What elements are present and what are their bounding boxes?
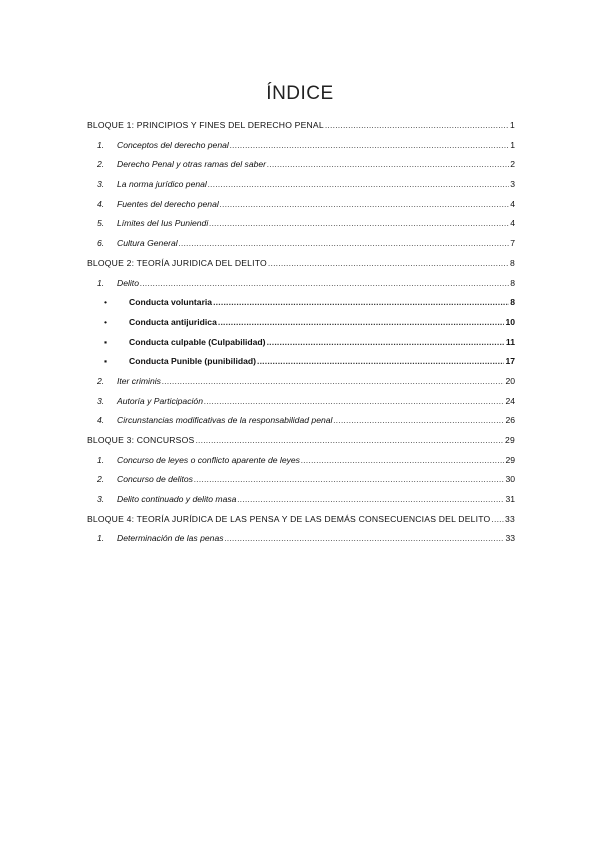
toc-entry-label: Conducta culpable (Culpabilidad) — [129, 336, 266, 347]
toc-entry-page-number: 30 — [505, 474, 515, 485]
toc-entry[interactable] — [87, 356, 515, 376]
toc-entry-page-number: 3 — [510, 179, 515, 190]
toc-entry-number: 2. — [97, 159, 105, 170]
toc-entry[interactable] — [87, 376, 515, 396]
toc-entry-page-number: 8 — [510, 257, 515, 268]
toc-entry[interactable] — [87, 120, 515, 140]
dot-leader — [257, 356, 504, 366]
toc-entry-page-number: 8 — [510, 277, 515, 288]
dot-leader — [194, 474, 504, 484]
dot-leader — [204, 396, 504, 406]
toc-entry[interactable] — [87, 435, 515, 455]
toc-entry-label: BLOQUE 4: TEORÍA JURÍDICA DE LAS PENSA Y DE LAS DEMÁS CONSECUENCIAS DEL DELITO — [87, 513, 491, 524]
toc-entry-label: BLOQUE 3: CONCURSOS — [87, 435, 195, 445]
page-title: ÍNDICE — [266, 82, 334, 104]
dot-leader — [225, 533, 505, 543]
dot-leader — [179, 238, 510, 248]
toc-entry-label: Delito — [117, 277, 139, 288]
toc-entry[interactable] — [87, 494, 515, 514]
toc-entry[interactable] — [87, 278, 515, 298]
toc-entry-number: 3. — [97, 395, 105, 406]
toc-entry-page-number: 8 — [510, 297, 515, 308]
toc-entry-label: Determinación de las penas — [117, 533, 224, 544]
toc-entry-number: 2. — [97, 474, 105, 485]
toc-entry-page-number: 17 — [505, 356, 515, 367]
toc-entry[interactable] — [87, 396, 515, 416]
dot-leader — [140, 278, 509, 288]
toc-entry-page-number: 7 — [510, 238, 515, 249]
toc-entry-number: 4. — [97, 198, 105, 209]
toc-entry-page-number: 31 — [505, 494, 515, 505]
toc-entry-page-number: 33 — [505, 533, 515, 544]
toc-entry[interactable] — [87, 415, 515, 435]
dot-leader — [220, 199, 509, 209]
toc-entry-label: Autoría y Participación — [117, 395, 203, 406]
bullet-marker: ▪ — [104, 336, 108, 347]
toc-entry-page-number: 1 — [510, 139, 515, 150]
toc-entry[interactable] — [87, 199, 515, 219]
dot-leader — [301, 455, 504, 465]
toc-entry[interactable] — [87, 179, 515, 199]
toc-entry-label: Fuentes del derecho penal — [117, 198, 219, 209]
toc-entry-page-number: 33 — [505, 513, 515, 524]
dot-leader — [162, 376, 505, 386]
toc-entry[interactable] — [87, 159, 515, 179]
dot-leader — [268, 258, 509, 268]
toc-entry-number: 1. — [97, 533, 105, 544]
toc-entry-page-number: 1 — [510, 120, 515, 130]
toc-entry-label: BLOQUE 1: PRINCIPIOS Y FINES DEL DERECHO PENAL — [87, 120, 324, 130]
toc-entry-number: 4. — [97, 415, 105, 426]
toc-entry-label: Concurso de leyes o conflicto aparente de leyes — [117, 454, 300, 465]
dot-leader — [213, 297, 509, 307]
toc-entry[interactable] — [87, 297, 515, 317]
dot-leader — [209, 218, 509, 228]
toc-entry-number: 5. — [97, 218, 105, 229]
dot-leader — [230, 140, 509, 150]
toc-entry-label: Delito continuado y delito masa — [117, 494, 237, 505]
toc-entry-label: Derecho Penal y otras ramas del saber — [117, 159, 267, 170]
dot-leader — [491, 514, 504, 524]
toc-entry-label: Iter criminis — [117, 375, 161, 386]
toc-entry[interactable] — [87, 258, 515, 278]
toc-entry[interactable] — [87, 514, 515, 534]
dot-leader — [333, 415, 504, 425]
toc-entry-page-number: 20 — [505, 375, 515, 386]
toc-entry-page-number: 11 — [505, 336, 515, 347]
toc-entry-page-number: 24 — [505, 395, 515, 406]
toc-entry-page-number: 29 — [505, 454, 515, 465]
toc-entry-label: Concurso de delitos — [117, 474, 193, 485]
toc-entry[interactable] — [87, 238, 515, 258]
toc-entry[interactable] — [87, 474, 515, 494]
toc-entry-label: Conducta voluntaria — [129, 297, 213, 308]
dot-leader — [267, 159, 509, 169]
toc-entry-label: La norma jurídico penal — [117, 179, 207, 190]
toc-entry-number: 1. — [97, 454, 105, 465]
dot-leader — [237, 494, 504, 504]
toc-entry[interactable] — [87, 140, 515, 160]
toc-entry-label: Cultura General — [117, 238, 178, 249]
toc-entry-number: 6. — [97, 238, 105, 249]
toc-entry-page-number: 4 — [510, 218, 515, 229]
toc-entry[interactable] — [87, 218, 515, 238]
toc-entry-label: Conducta antijuridica — [129, 316, 217, 327]
toc-entry-number: 3. — [97, 179, 105, 190]
toc-entry[interactable] — [87, 317, 515, 337]
toc-entry-label: Conceptos del derecho penal — [117, 139, 229, 150]
dot-leader — [267, 337, 505, 347]
toc-entry-page-number: 4 — [510, 198, 515, 209]
toc-entry-page-number: 10 — [505, 316, 515, 327]
bullet-marker: ▪ — [104, 356, 108, 367]
toc-entry[interactable] — [87, 337, 515, 357]
toc-entry-page-number: 29 — [505, 435, 515, 445]
table-of-contents — [87, 120, 515, 553]
dot-leader — [218, 317, 505, 327]
dot-leader — [208, 179, 509, 189]
toc-entry[interactable] — [87, 455, 515, 475]
toc-entry-label: Circunstancias modificativas de la responsabilidad penal — [117, 415, 333, 426]
toc-entry-label: Conducta Punible (punibilidad) — [129, 356, 256, 367]
bullet-marker: • — [104, 297, 108, 308]
toc-entry-number: 1. — [97, 277, 105, 288]
dot-leader — [325, 120, 509, 130]
toc-entry-label: BLOQUE 2: TEORÍA JURIDICA DEL DELITO — [87, 257, 267, 268]
dot-leader — [195, 435, 504, 445]
toc-entry-number: 3. — [97, 494, 105, 505]
toc-entry-label: Límites del Ius Puniendi — [117, 218, 209, 229]
toc-entry-page-number: 2 — [510, 159, 515, 170]
toc-entry-number: 1. — [97, 139, 105, 150]
toc-entry-number: 2. — [97, 375, 105, 386]
bullet-marker: • — [104, 316, 108, 327]
toc-entry[interactable] — [87, 533, 515, 553]
toc-entry-page-number: 26 — [505, 415, 515, 426]
